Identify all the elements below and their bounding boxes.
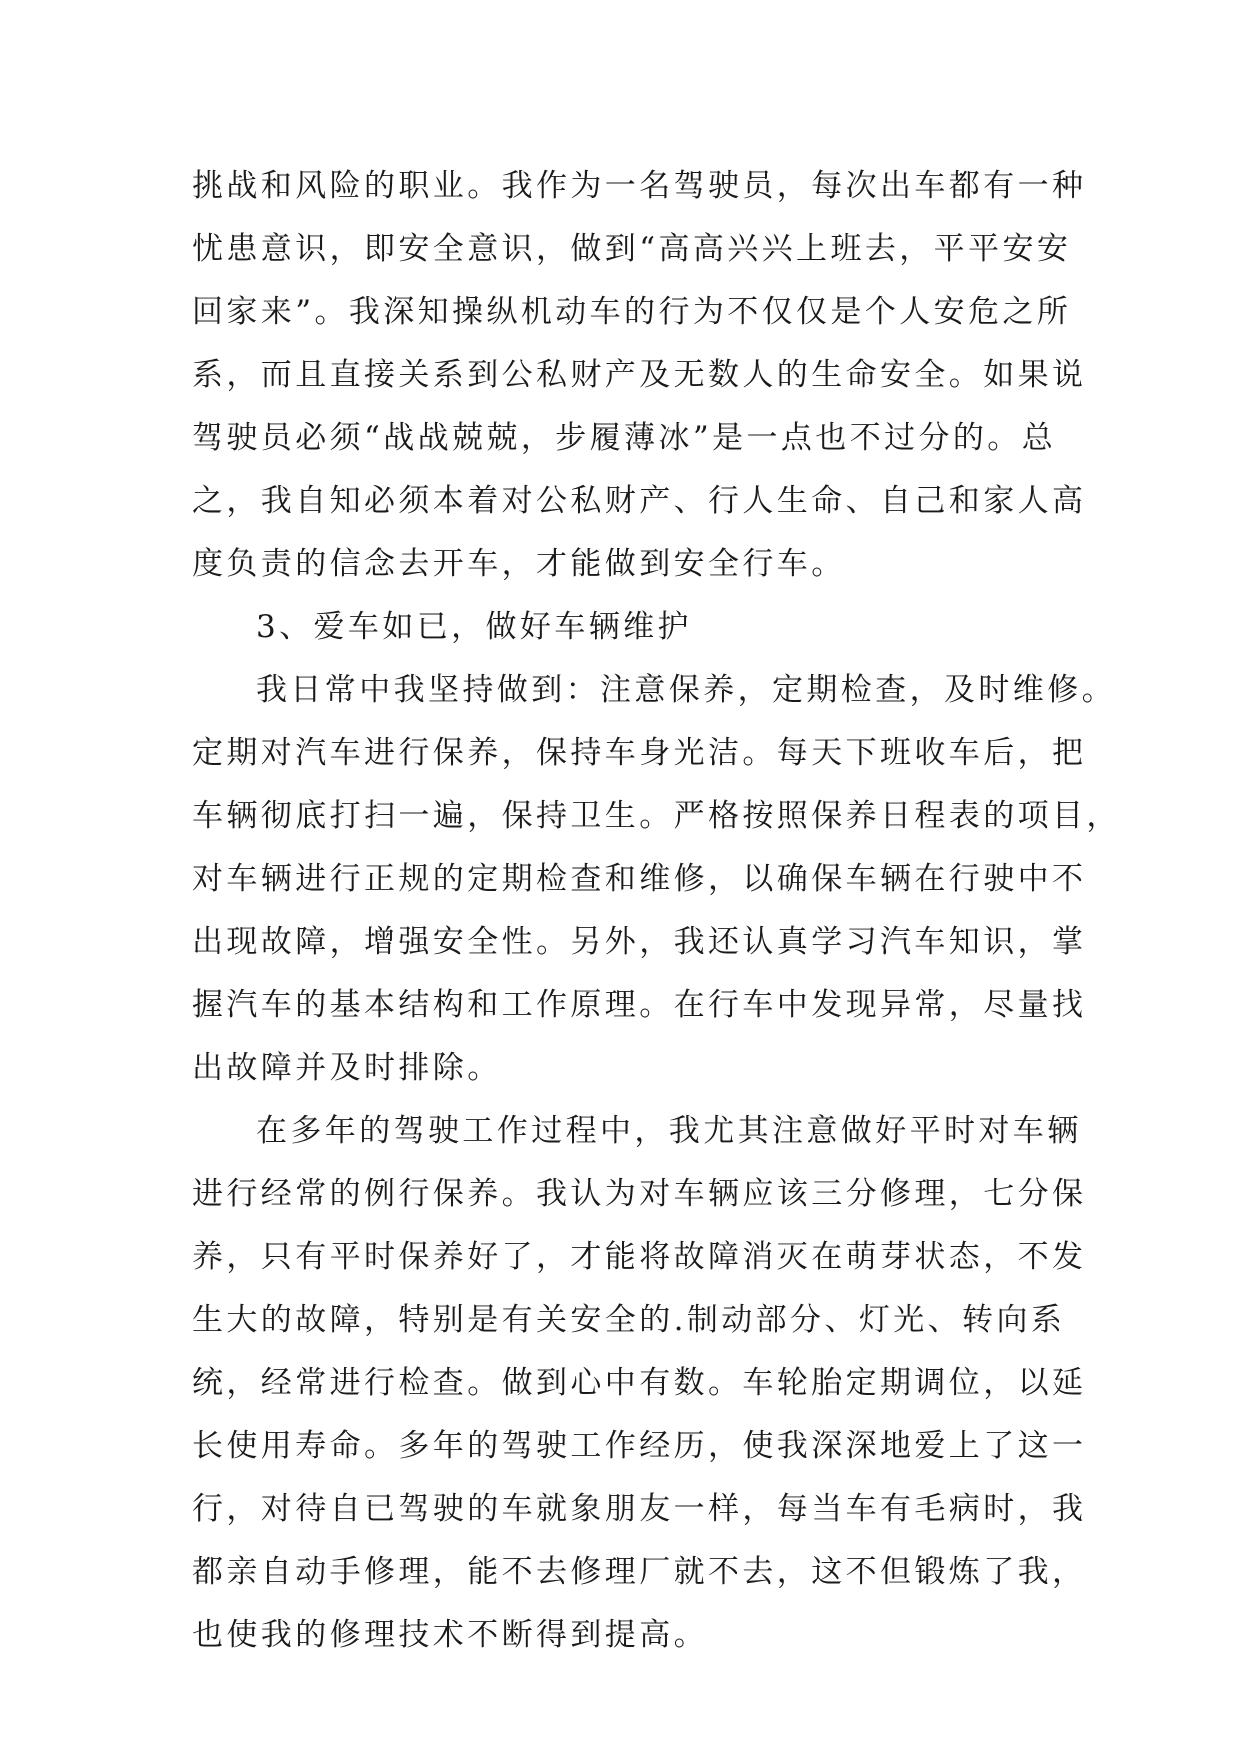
text-line: 握汽车的基本结构和工作原理。在行车中发现异常，尽量找 xyxy=(192,987,1087,1023)
text-line: 回家来”。我深知操纵机动车的行为不仅仅是个人安危之所 xyxy=(192,294,1072,330)
section-heading xyxy=(192,596,1072,659)
text-line: 对车辆进行正规的定期检查和维修，以确保车辆在行驶中不 xyxy=(192,861,1087,897)
text-line: 统，经常进行检查。做到心中有数。车轮胎定期调位，以延 xyxy=(192,1365,1087,1401)
text-line: 挑战和风险的职业。我作为一名驾驶员，每次出车都有一种 xyxy=(192,168,1087,204)
text-line: 度负责的信念去开车，才能做到安全行车。 xyxy=(192,546,846,582)
document-body xyxy=(192,155,1121,1667)
text-line: 生大的故障，特别是有关安全的.制动部分、灯光、转向系 xyxy=(192,1302,1066,1338)
text-line: 长使用寿命。多年的驾驶工作经历，使我深深地爱上了这一 xyxy=(192,1428,1087,1464)
text-line: 都亲自动手修理，能不去修理厂就不去，这不但锻炼了我， xyxy=(192,1554,1087,1590)
text-line: 养，只有平时保养好了，才能将故障消灭在萌芽状态，不发 xyxy=(192,1239,1087,1275)
text-line: 也使我的修理技术不断得到提高。 xyxy=(192,1617,708,1653)
text-line: 在多年的驾驶工作过程中，我尤其注意做好平时对车辆 xyxy=(256,1113,1082,1149)
section-heading-text: 3、爱车如已，做好车辆维护 xyxy=(256,609,692,645)
text-line: 系，而且直接关系到公私财产及无数人的生命安全。如果说 xyxy=(192,357,1087,393)
paragraph-safety-awareness xyxy=(192,155,1087,596)
text-line: 驾驶员必须“战战兢兢，步履薄冰”是一点也不过分的。总 xyxy=(192,420,1057,456)
paragraph-routine-care xyxy=(192,1100,1087,1667)
paragraph-maintenance xyxy=(192,659,1121,1100)
text-line: 定期对汽车进行保养，保持车身光洁。每天下班收车后，把 xyxy=(192,735,1087,771)
text-line: 出故障并及时排除。 xyxy=(192,1050,502,1086)
text-line: 之，我自知必须本着对公私财产、行人生命、自己和家人高 xyxy=(192,483,1087,519)
text-line: 车辆彻底打扫一遍，保持卫生。严格按照保养日程表的项目， xyxy=(192,798,1121,834)
text-line: 出现故障，增强安全性。另外，我还认真学习汽车知识，掌 xyxy=(192,924,1087,960)
text-line: 行，对待自已驾驶的车就象朋友一样，每当车有毛病时，我 xyxy=(192,1491,1087,1527)
text-line: 忧患意识，即安全意识，做到“高高兴兴上班去，平平安安 xyxy=(192,231,1072,267)
text-line: 进行经常的例行保养。我认为对车辆应该三分修理，七分保 xyxy=(192,1176,1087,1212)
text-line: 我日常中我坚持做到：注意保养，定期检查，及时维修。 xyxy=(256,672,1116,708)
